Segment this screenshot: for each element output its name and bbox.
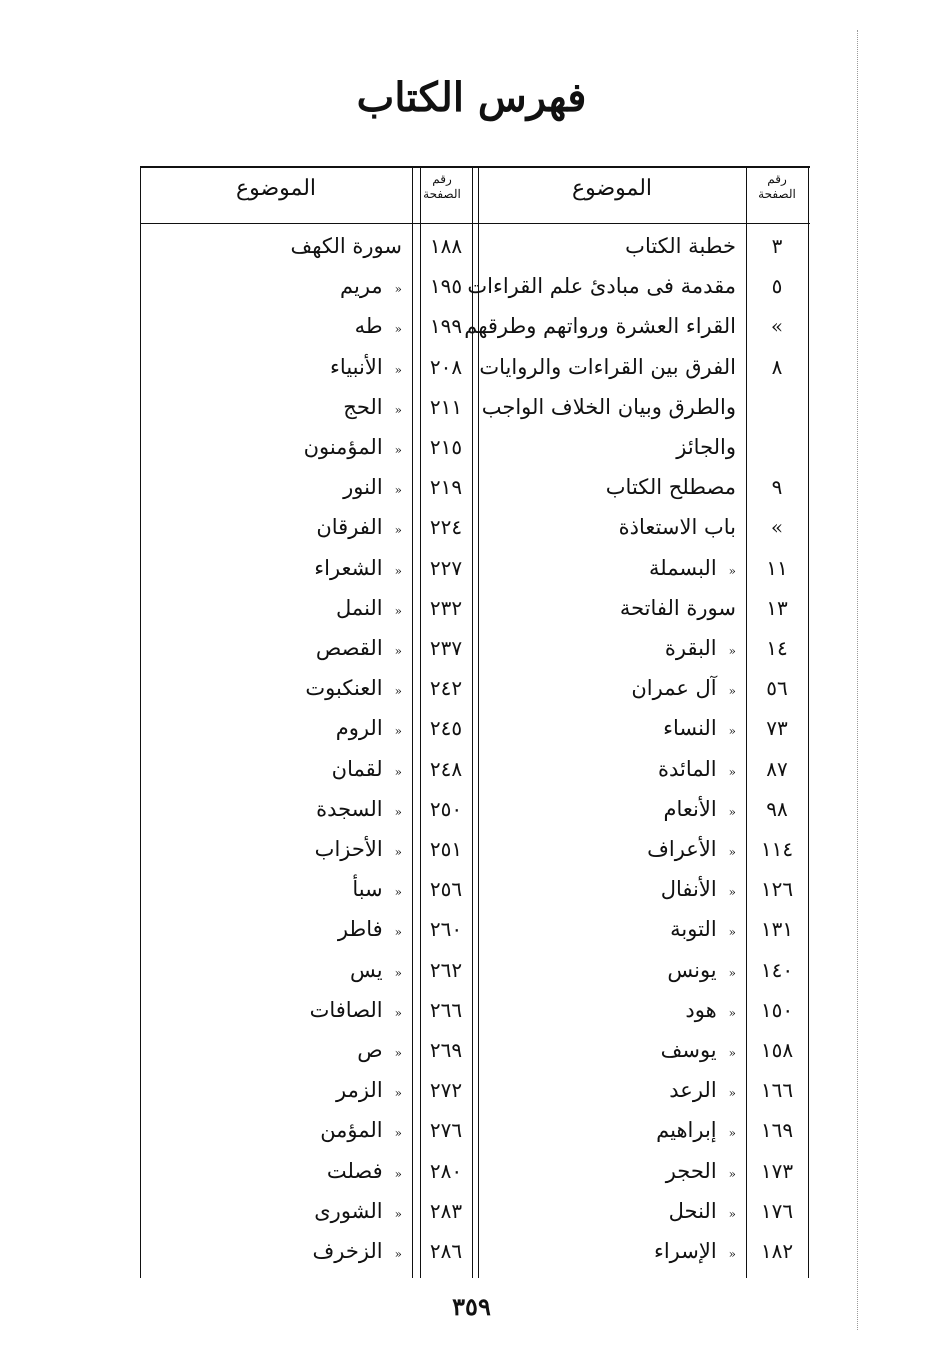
right-row-topic <box>619 507 736 547</box>
topic-text: الإسراء <box>653 1239 717 1263</box>
topic-text: الشورى <box>314 1199 383 1223</box>
right-row-topic <box>669 1070 736 1110</box>
topic-text: التوبة <box>670 917 717 941</box>
right-row-page-number: ٩ <box>771 475 783 499</box>
ditto-mark: « <box>728 724 736 738</box>
ditto-mark: « <box>728 805 736 819</box>
left-row-page-number: ٢٠٨ <box>429 355 463 379</box>
ditto-mark: « <box>394 1046 402 1060</box>
left-topic-header: الموضوع <box>235 176 317 201</box>
ditto-mark: « <box>394 1207 402 1221</box>
right-row-page-number <box>746 427 808 467</box>
left-row-topic <box>310 990 402 1030</box>
topic-text: يونس <box>667 958 717 982</box>
ditto-mark: « <box>728 1207 736 1221</box>
right-row-page-number: ١٦٦ <box>760 1078 794 1102</box>
topic-text: آل عمران <box>631 676 717 700</box>
ditto-mark: « <box>394 1086 402 1100</box>
right-row-page-number: ٥٦ <box>766 676 788 700</box>
right-row-topic <box>676 427 736 467</box>
left-row-topic <box>316 507 402 547</box>
left-row-page-number: ٢٣٢ <box>429 596 463 620</box>
topic-text: الأنبياء <box>330 355 383 379</box>
right-row-page-number: ١٥٠ <box>760 998 794 1022</box>
ditto-mark: « <box>394 966 402 980</box>
right-row-topic <box>663 708 736 748</box>
topic-text: الأحزاب <box>314 837 383 861</box>
left-row-page-number: ٢٦٢ <box>429 958 463 982</box>
ditto-mark: « <box>394 885 402 899</box>
left-row-topic <box>315 829 402 869</box>
ditto-mark: « <box>394 1247 402 1261</box>
right-row-topic <box>625 226 736 266</box>
ditto-mark: « <box>394 765 402 779</box>
right-row-page-number: ١٦٩ <box>760 1118 794 1142</box>
right-row-page-number: » <box>770 314 784 338</box>
ditto-mark: « <box>728 1247 736 1261</box>
ditto-mark: « <box>394 1126 402 1140</box>
left-row-topic <box>312 1231 402 1271</box>
ditto-mark: « <box>394 805 402 819</box>
topic-text: الأنعام <box>663 797 717 821</box>
topic-text: سبأ <box>352 877 383 901</box>
left-row-topic <box>320 1110 402 1150</box>
right-row-topic <box>606 467 736 507</box>
right-row-topic <box>654 1231 736 1271</box>
right-row-page-number: ١٤ <box>766 636 788 660</box>
right-row-topic <box>665 628 736 668</box>
topic-text: المؤمنون <box>303 435 383 459</box>
ditto-mark: « <box>728 845 736 859</box>
topic-text: الزمر <box>336 1078 383 1102</box>
topic-text: الحجر <box>665 1159 717 1183</box>
left-row-page-number: ٢٦٦ <box>429 998 463 1022</box>
right-page-header-line1: رقم <box>767 172 787 186</box>
ditto-mark: « <box>728 885 736 899</box>
left-row-page-number: ٢١٩ <box>429 475 463 499</box>
right-row-topic <box>661 869 736 909</box>
topic-text: طه <box>354 314 383 338</box>
left-row-page-number: ٢٦٩ <box>429 1038 463 1062</box>
right-row-topic <box>661 1030 736 1070</box>
ditto-mark: « <box>394 282 402 296</box>
left-row-topic <box>352 869 402 909</box>
topic-text: سورة الكهف <box>290 234 402 258</box>
left-row-topic <box>343 467 402 507</box>
left-row-page-number: ٢٦٠ <box>429 917 463 941</box>
topic-text: الأنفال <box>660 877 717 901</box>
right-row-topic <box>631 668 736 708</box>
page-title: فهرس الكتاب <box>356 74 587 121</box>
topic-text: القصص <box>315 636 383 660</box>
topic-text: يوسف <box>660 1038 717 1062</box>
ditto-mark: « <box>728 765 736 779</box>
left-page-header <box>412 172 472 202</box>
topic-text: باب الاستعاذة <box>618 515 736 539</box>
left-row-topic <box>316 789 402 829</box>
left-row-page-number: ٢٤٨ <box>429 757 463 781</box>
ditto-mark: « <box>394 443 402 457</box>
topic-text: النحل <box>668 1199 717 1223</box>
ditto-mark: « <box>394 564 402 578</box>
left-row-page-number: ٢٥١ <box>429 837 463 861</box>
ditto-mark: « <box>728 1006 736 1020</box>
left-row-page-number: ٢٧٢ <box>429 1078 463 1102</box>
right-row-page-number: ١٣ <box>766 596 788 620</box>
topic-text: الحج <box>343 395 383 419</box>
right-row-topic <box>656 1110 736 1150</box>
left-row-topic <box>330 347 402 387</box>
right-row-topic <box>658 749 736 789</box>
left-page-rule-outer <box>412 166 413 1278</box>
right-row-page-number: ١٧٣ <box>760 1159 794 1183</box>
header-rule <box>140 223 810 224</box>
left-row-topic <box>314 1191 402 1231</box>
right-row-page-number: ١٣١ <box>760 917 794 941</box>
left-row-topic <box>355 306 402 346</box>
topic-text: الروم <box>335 716 383 740</box>
left-row-page-number: ٢١١ <box>429 395 463 419</box>
left-row-topic <box>338 909 402 949</box>
topic-text: الأعراف <box>647 837 717 861</box>
left-row-page-number: ١٩٥ <box>429 274 463 298</box>
ditto-mark: « <box>394 363 402 377</box>
right-row-page-number: ٧٣ <box>766 716 788 740</box>
ditto-mark: « <box>728 966 736 980</box>
topic-text: سورة الفاتحة <box>619 596 736 620</box>
right-row-page-number: ٨٧ <box>766 757 788 781</box>
right-row-topic <box>479 347 736 387</box>
left-page-header-line2: الصفحة <box>423 187 461 201</box>
ditto-mark: « <box>394 644 402 658</box>
right-row-page-number: ٥ <box>771 274 783 298</box>
right-row-topic <box>647 829 736 869</box>
table-top-border <box>140 166 810 168</box>
right-row-topic <box>467 266 736 306</box>
left-row-topic <box>290 226 402 266</box>
topic-text: النساء <box>663 716 717 740</box>
topic-text: النمل <box>336 596 383 620</box>
topic-text: مريم <box>340 274 383 298</box>
right-row-page-number: ١١ <box>766 556 788 580</box>
ditto-mark: « <box>728 644 736 658</box>
ditto-mark: « <box>728 1126 736 1140</box>
left-row-topic <box>316 628 402 668</box>
left-row-page-number: ٢٤٥ <box>429 716 463 740</box>
topic-text: الرعد <box>669 1078 717 1102</box>
ditto-mark: « <box>728 564 736 578</box>
ditto-mark: « <box>728 925 736 939</box>
left-row-page-number: ٢٨٣ <box>429 1199 463 1223</box>
page-number: ٣٥٩ <box>452 1292 491 1321</box>
ditto-mark: « <box>394 523 402 537</box>
left-row-page-number: ١٨٨ <box>429 234 463 258</box>
topic-text: مصطلح الكتاب <box>605 475 736 499</box>
left-row-topic <box>340 266 402 306</box>
left-row-page-number: ٢٧٦ <box>429 1118 463 1142</box>
right-row-page-number: » <box>770 515 784 539</box>
right-topic-header: الموضوع <box>571 176 653 201</box>
topic-text: ص <box>357 1038 383 1062</box>
ditto-mark: « <box>394 684 402 698</box>
left-row-page-number: ١٩٩ <box>429 314 463 338</box>
left-row-topic <box>357 1030 402 1070</box>
topic-text: الشعراء <box>314 556 383 580</box>
ditto-mark: « <box>394 724 402 738</box>
topic-text: المؤمن <box>320 1118 383 1142</box>
topic-text: البقرة <box>664 636 717 660</box>
right-row-page-number: ٩٨ <box>766 797 788 821</box>
left-row-topic <box>314 548 402 588</box>
topic-text: هود <box>685 998 717 1022</box>
topic-text: فصلت <box>326 1159 383 1183</box>
topic-text: إبراهيم <box>656 1118 717 1142</box>
left-row-page-number: ٢١٥ <box>429 435 463 459</box>
right-row-topic <box>669 1191 736 1231</box>
topic-text: الفرقان <box>316 515 383 539</box>
topic-text: البسملة <box>649 556 717 580</box>
ditto-mark: « <box>394 604 402 618</box>
left-row-page-number: ٢٥٠ <box>429 797 463 821</box>
ditto-mark: « <box>728 1086 736 1100</box>
left-row-page-number: ٢٢٧ <box>429 556 463 580</box>
table-left-border <box>140 166 141 1278</box>
left-row-topic <box>350 950 402 990</box>
right-row-page-number: ١٥٨ <box>760 1038 794 1062</box>
topic-text: خطبة الكتاب <box>625 234 736 258</box>
right-row-topic <box>663 789 736 829</box>
ditto-mark: « <box>394 1006 402 1020</box>
table-right-border <box>808 166 809 1278</box>
ditto-mark: « <box>728 684 736 698</box>
right-row-page-number: ١١٤ <box>760 837 794 861</box>
left-row-topic <box>332 749 402 789</box>
right-page-header <box>746 172 808 202</box>
right-row-topic <box>482 387 736 427</box>
right-row-page-number: ٨ <box>771 355 783 379</box>
right-row-page-number <box>746 387 808 427</box>
topic-text: القراء العشرة ورواتهم وطرقهم <box>464 314 736 338</box>
ditto-mark: « <box>394 483 402 497</box>
right-row-topic <box>670 909 736 949</box>
right-row-page-number: ١٤٠ <box>760 958 794 982</box>
left-row-page-number: ٢٤٢ <box>429 676 463 700</box>
left-row-topic <box>336 588 402 628</box>
right-row-page-number: ٣ <box>771 234 783 258</box>
topic-text: والطرق وبيان الخلاف الواجب <box>481 395 736 419</box>
ditto-mark: « <box>394 845 402 859</box>
topic-text: والجائز <box>676 435 736 459</box>
right-row-page-number: ١٢٦ <box>760 877 794 901</box>
margin-dotted-line <box>857 30 858 1330</box>
topic-text: الصافات <box>309 998 383 1022</box>
right-row-topic <box>620 588 736 628</box>
right-row-page-number: ١٧٦ <box>760 1199 794 1223</box>
topic-text: الفرق بين القراءات والروايات <box>479 355 736 379</box>
left-row-page-number: ٢٢٤ <box>429 515 463 539</box>
ditto-mark: « <box>394 403 402 417</box>
right-row-page-number: ١٨٢ <box>760 1239 794 1263</box>
ditto-mark: « <box>728 1046 736 1060</box>
left-row-topic <box>304 427 402 467</box>
left-row-page-number: ٢٣٧ <box>429 636 463 660</box>
ditto-mark: « <box>728 1167 736 1181</box>
topic-text: مقدمة فى مبادئ علم القراءات <box>467 274 736 298</box>
left-row-page-number: ٢٨٠ <box>429 1159 463 1183</box>
left-row-topic <box>327 1151 402 1191</box>
right-row-topic <box>685 990 736 1030</box>
topic-text: العنكبوت <box>305 676 383 700</box>
left-row-page-number: ٢٨٦ <box>429 1239 463 1263</box>
left-row-topic <box>336 708 402 748</box>
left-page-header-line1: رقم <box>432 172 452 186</box>
topic-text: الزخرف <box>312 1239 383 1263</box>
topic-text: يس <box>350 958 383 982</box>
left-row-topic <box>305 668 402 708</box>
right-row-topic <box>667 950 736 990</box>
right-row-topic <box>464 306 736 346</box>
topic-text: فاطر <box>337 917 383 941</box>
ditto-mark: « <box>394 925 402 939</box>
right-page-header-line2: الصفحة <box>758 187 796 201</box>
left-row-topic <box>336 1070 402 1110</box>
left-row-topic <box>343 387 402 427</box>
topic-text: السجدة <box>316 797 383 821</box>
right-row-topic <box>666 1151 736 1191</box>
ditto-mark: « <box>394 1167 402 1181</box>
topic-text: لقمان <box>331 757 383 781</box>
ditto-mark: « <box>394 322 402 336</box>
topic-text: النور <box>343 475 383 499</box>
left-row-page-number: ٢٥٦ <box>429 877 463 901</box>
right-row-topic <box>649 548 736 588</box>
topic-text: المائدة <box>658 757 717 781</box>
